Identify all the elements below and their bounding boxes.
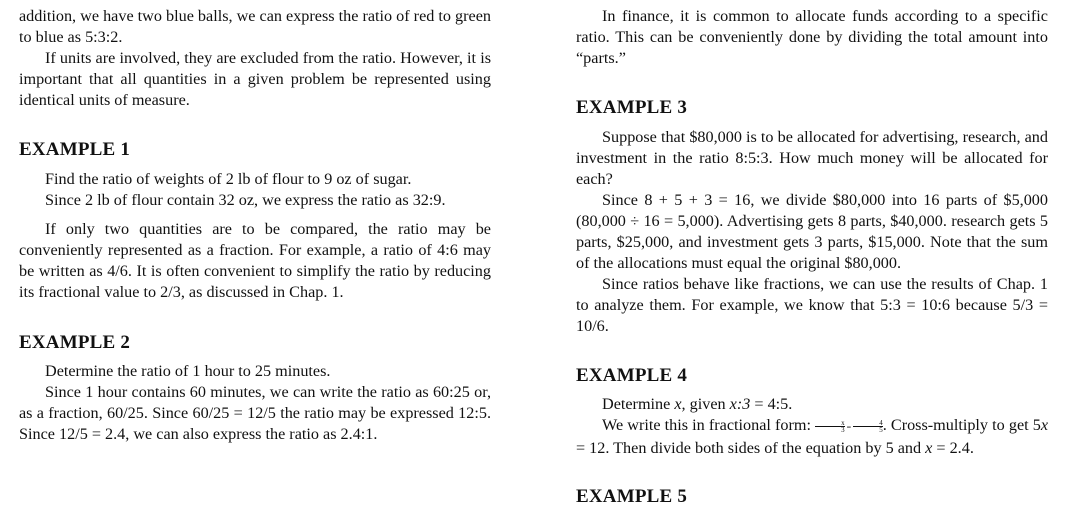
- paragraph: addition, we have two blue balls, we can express the ratio of red to green to blue as 5:3:2.: [19, 7, 491, 46]
- example-5-heading: EXAMPLE 5: [576, 486, 688, 507]
- example-4-answer: We write this in fractional form: $\frac{x}{3}$ = $\frac{4}{5}$ . Cross-multiply to get 5x = 12. Then divide both sides of the equation by 5 and x = 2.4.: [576, 416, 1049, 457]
- example-2-question: Determine the ratio of 1 hour to 25 minutes.: [45, 362, 331, 380]
- fraction: $\frac{4}{5}$: [853, 420, 883, 433]
- example-3-question: Suppose that $80,000 is to be allocated for advertising, research, and investment in the ratio 8:5:3. How much money will be allocated for each?: [576, 128, 1048, 188]
- example-4-heading: EXAMPLE 4: [576, 365, 688, 386]
- example-1-answer: Since 2 lb of flour contain 32 oz, we express the ratio as 32:9.: [45, 191, 446, 209]
- paragraph: If units are involved, they are excluded from the ratio. However, it is important that all quantities in a given problem be represented using identical units of measure.: [19, 49, 491, 109]
- example-2-heading: EXAMPLE 2: [19, 332, 131, 353]
- example-3-answer: Since 8 + 5 + 3 = 16, we divide $80,000 into 16 parts of $5,000 (80,000 ÷ 16 = 5,000). Advertising gets 8 parts, $40,000. research gets 5 parts, $25,000, and investment gets 3 parts, $15,000. Note that the sum of the allocations must equal the original $80,000.: [576, 191, 1048, 272]
- example-1-heading: EXAMPLE 1: [19, 139, 131, 160]
- paragraph: In finance, it is common to allocate funds according to a specific ratio. This can be conveniently done by dividing the total amount into “parts.”: [576, 7, 1048, 67]
- example-3-note: Since ratios behave like fractions, we can use the results of Chap. 1 to analyze them. For example, we know that 5:3 = 10:6 because 5/3 = 10/6.: [576, 275, 1048, 335]
- example-2-answer: Since 1 hour contains 60 minutes, we can write the ratio as 60:25 or, as a fraction, 60/25. Since 60/25 = 12/5 the ratio may be expressed 12:5. Since 12/5 = 2.4, we can also express the ratio as 2.4:1.: [19, 383, 491, 443]
- example-1-question: Find the ratio of weights of 2 lb of flour to 9 oz of sugar.: [45, 170, 412, 188]
- fraction: $\frac{x}{3}$: [815, 420, 845, 433]
- example-4-question: Determine x, given x:3 = 4:5.: [602, 395, 793, 413]
- example-3-heading: EXAMPLE 3: [576, 97, 688, 118]
- paragraph: If only two quantities are to be compared, the ratio may be conveniently represented as a fraction. For example, a ratio of 4:6 may be written as 4/6. It is often convenient to simplify the ratio by reducing its fractional value to 2/3, as discussed in Chap. 1.: [19, 220, 491, 301]
